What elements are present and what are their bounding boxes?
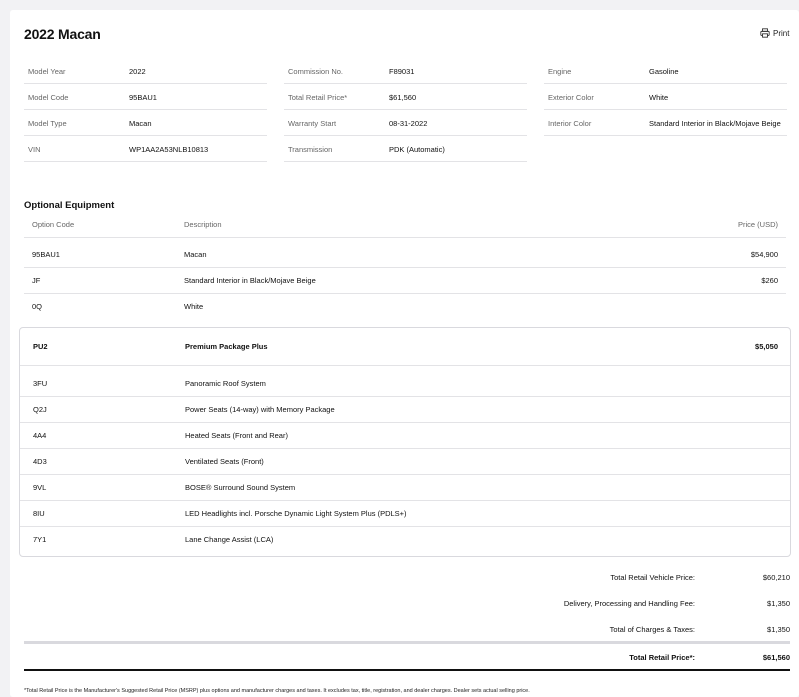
spec-model-type — [24, 110, 267, 136]
package-price: $5,050 — [755, 342, 778, 351]
grand-total-value: $61,560 — [762, 653, 790, 662]
spec-value: 2022 — [129, 67, 146, 76]
table-row — [24, 302, 786, 320]
spec-label: VIN — [28, 145, 41, 154]
spec-interior-color — [544, 110, 787, 136]
print-label: Print — [773, 28, 790, 38]
spec-label: Total Retail Price* — [288, 93, 348, 102]
package-item-description: Heated Seats (Front and Rear) — [185, 431, 288, 440]
spec-label: Model Year — [28, 67, 66, 76]
divider — [24, 641, 790, 644]
package-item-description: BOSE® Surround Sound System — [185, 483, 296, 492]
table-row — [24, 276, 786, 294]
spec-value: 95BAU1 — [129, 93, 157, 102]
spec-model-code — [24, 84, 267, 110]
grand-total-label: Total Retail Price*: — [629, 653, 695, 662]
spec-label: Model Code — [28, 93, 69, 102]
spec-warranty-start — [284, 110, 527, 136]
package-header-row — [20, 342, 790, 366]
spec-value: PDK (Automatic) — [389, 145, 445, 154]
package-item — [20, 379, 790, 397]
spec-label: Commission No. — [288, 67, 344, 76]
spec-value: White — [649, 93, 669, 102]
package-item-code: 8IU — [33, 509, 45, 518]
package-item — [20, 535, 790, 553]
print-button[interactable] — [760, 28, 789, 38]
page-title: 2022 Macan — [24, 26, 101, 42]
header-price: Price (USD) — [737, 220, 778, 229]
spec-transmission — [284, 136, 527, 162]
package-item-code: 9VL — [33, 483, 47, 492]
spec-label: Transmission — [288, 145, 333, 154]
total-label: Total Retail Vehicle Price: — [610, 573, 695, 582]
window-sticker-page — [10, 10, 799, 697]
package-item-description: Power Seats (14-way) with Memory Package — [185, 405, 335, 414]
spec-label: Warranty Start — [288, 119, 337, 128]
package-item-code: 7Y1 — [33, 535, 47, 544]
package-item-code: 4D3 — [33, 457, 47, 466]
spec-engine — [544, 58, 787, 84]
package-item — [20, 405, 790, 423]
package-item-description: Ventilated Seats (Front) — [185, 457, 264, 466]
header-option-code: Option Code — [32, 220, 75, 229]
spec-vin — [24, 136, 267, 162]
spec-label: Engine — [548, 67, 572, 76]
package-code: PU2 — [33, 342, 48, 351]
spec-exterior-color — [544, 84, 787, 110]
spec-label: Interior Color — [548, 119, 592, 128]
package-item-description: Panoramic Roof System — [185, 379, 266, 388]
package-item — [20, 509, 790, 527]
spec-value: F89031 — [389, 67, 415, 76]
package-item-description: LED Headlights incl. Porsche Dynamic Light System Plus (PDLS+) — [185, 509, 407, 518]
spec-total-retail-price — [284, 84, 527, 110]
footnote: *Total Retail Price is the Manufacturer's Suggested Retail Price (MSRP) plus options and manufacturer charges and taxes. It excludes tax, title, registration, and dealer charges. Dealer sets actual selling price. — [24, 688, 530, 694]
package-item-code: 4A4 — [33, 431, 47, 440]
total-value: $1,350 — [767, 599, 790, 608]
spec-value: Standard Interior in Black/Mojave Beige — [649, 119, 781, 128]
spec-label: Model Type — [28, 119, 67, 128]
total-value: $60,210 — [762, 573, 790, 582]
package-item — [20, 483, 790, 501]
header-description: Description — [184, 220, 222, 229]
package-box — [19, 327, 791, 557]
option-description: White — [184, 302, 204, 311]
option-code: 95BAU1 — [32, 250, 60, 259]
option-code: JF — [32, 276, 41, 285]
package-item-description: Lane Change Assist (LCA) — [185, 535, 274, 544]
divider — [24, 669, 790, 671]
option-code: 0Q — [32, 302, 43, 311]
package-item — [20, 457, 790, 475]
total-label: Delivery, Processing and Handling Fee: — [563, 599, 695, 608]
optional-equipment-title: Optional Equipment — [24, 200, 115, 211]
package-item — [20, 431, 790, 449]
total-label: Total of Charges & Taxes: — [609, 625, 695, 634]
equipment-header-row — [24, 220, 786, 238]
spec-commission-no — [284, 58, 527, 84]
package-item-code: 3FU — [33, 379, 48, 388]
option-description: Macan — [184, 250, 207, 259]
printer-icon — [760, 28, 770, 38]
spec-value: 08-31-2022 — [389, 119, 428, 128]
option-price: $54,900 — [750, 250, 778, 259]
total-value: $1,350 — [767, 625, 790, 634]
option-price: $260 — [761, 276, 778, 285]
spec-value: Macan — [129, 119, 152, 128]
spec-value: WP1AA2A53NLB10813 — [129, 145, 209, 154]
table-row — [24, 250, 786, 268]
spec-value: $61,560 — [389, 93, 417, 102]
spec-label: Exterior Color — [548, 93, 594, 102]
spec-model-year — [24, 58, 267, 84]
package-description: Premium Package Plus — [185, 342, 268, 351]
spec-value: Gasoline — [649, 67, 679, 76]
option-description: Standard Interior in Black/Mojave Beige — [184, 276, 316, 285]
package-item-code: Q2J — [33, 405, 47, 414]
